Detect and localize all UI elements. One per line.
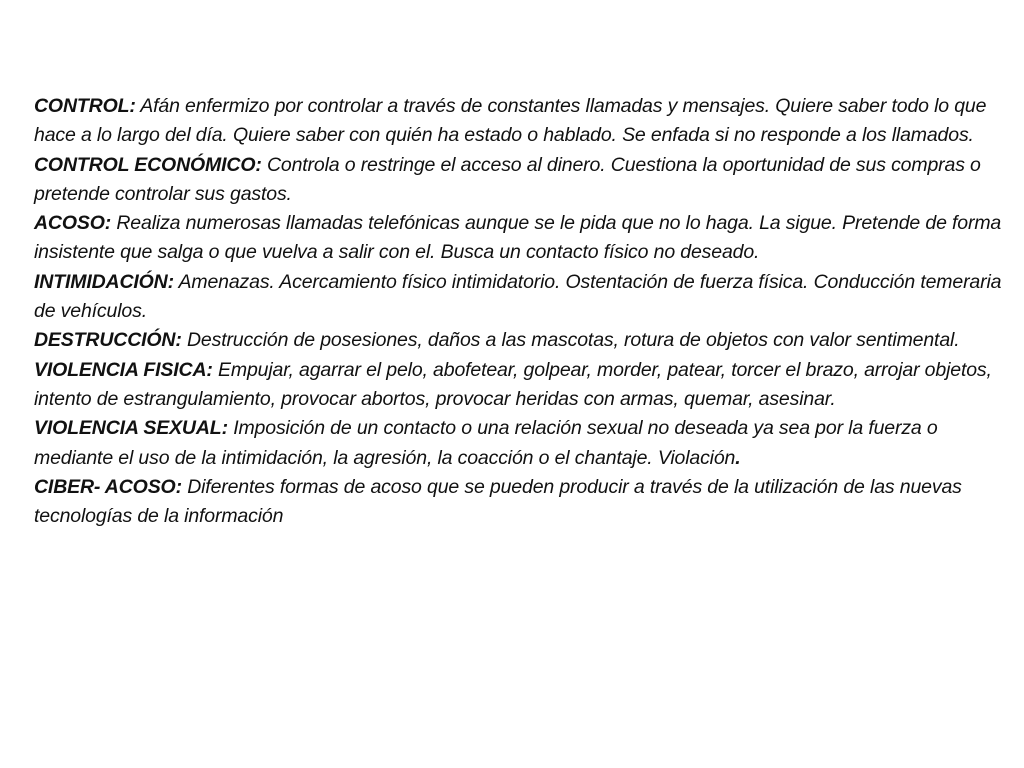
definition-control [34, 92, 1016, 151]
definition-text: Controla o restringe el acceso al dinero. Cuestiona la oportunidad de sus compras o pretende controlar sus gastos. [34, 153, 981, 205]
definition-term: INTIMIDACIÓN: [34, 270, 174, 293]
definition-term: CONTROL ECONÓMICO: [34, 153, 262, 176]
definition-intimidacion [34, 268, 1016, 327]
definition-term: ACOSO: [34, 212, 112, 235]
definition-term: CIBER- ACOSO: [34, 475, 182, 498]
definition-text: Realiza numerosas llamadas telefónicas aunque se le pida que no lo haga. La sigue. Pretende de forma insistente que salga o que vuelva a salir con el. Busca un contacto físico no deseado. [34, 212, 1002, 264]
definition-destruccion [34, 326, 1016, 355]
definition-ciber-acoso [34, 473, 1016, 532]
definition-acoso [34, 209, 1016, 268]
definition-term: DESTRUCCIÓN: [34, 329, 182, 352]
definition-text: Diferentes formas de acoso que se pueden producir a través de la utilización de las nuevas tecnologías de la información [34, 475, 962, 528]
definition-text: Destrucción de posesiones, daños a las mascotas, rotura de objetos con valor sentimental. [181, 329, 960, 352]
definition-violencia-fisica [34, 356, 1016, 415]
definition-text: Afán enfermizo por controlar a través de constantes llamadas y mensajes. Quiere saber todo lo que hace a lo largo del día. Quiere saber con quién ha estado o hablado. Se enfada si no responde a los llamados. [34, 95, 987, 147]
definition-text: Amenazas. Acercamiento físico intimidatorio. Ostentación de fuerza física. Conducción temeraria de vehículos. [34, 270, 1002, 323]
definition-term: CONTROL: [34, 95, 136, 117]
definition-violencia-sexual [34, 414, 1016, 473]
definition-text: Imposición de un contacto o una relación sexual no deseada ya sea por la fuerza o mediante el uso de la intimidación, la agresión, la coacción o el chantaje. Violación [34, 417, 938, 469]
definition-text: Empujar, agarrar el pelo, abofetear, golpear, morder, patear, torcer el brazo, arrojar objetos, intento de estrangulamiento, provocar abortos, provocar heridas con armas, quemar, asesinar. [34, 358, 992, 410]
definitions-text-block [34, 92, 1016, 531]
definition-term: VIOLENCIA SEXUAL: [34, 417, 228, 440]
definition-control-economico [34, 151, 1016, 210]
definition-term: VIOLENCIA FISICA: [34, 358, 213, 381]
definition-trailing-period: . [735, 446, 741, 469]
